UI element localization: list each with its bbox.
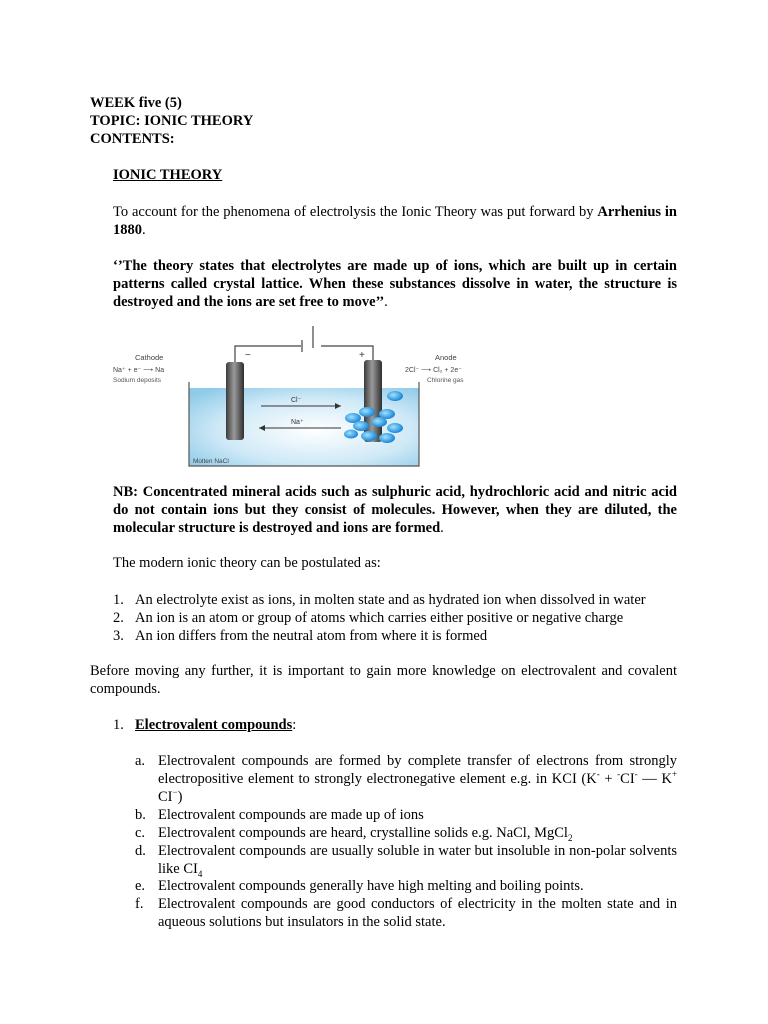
section-title: IONIC THEORY <box>113 167 223 183</box>
intro-paragraph <box>113 203 677 239</box>
quote-text: ‘’The theory states that electrolytes are made up of ions, which are built up in certain patterns called crystal lattice. When these substances dissolve in water, the structure is destroyed and the ions are set free to move’’ <box>113 258 677 310</box>
electrovalent-heading: 1. Electrovalent compounds: <box>113 717 297 733</box>
list-item: a. Electrovalent compounds are formed by complete transfer of electrons from strongly electropositive element to strongly electronegative element e.g. in KCI (K- + -CI- — K+ CI−) <box>135 753 678 805</box>
list-item: 2. An ion is an atom or group of atoms which carries either positive or negative charge <box>113 610 624 626</box>
list-item: e. Electrovalent compounds generally have high melting and boiling points. <box>135 878 584 894</box>
list-item: 1. An electrolyte exist as ions, in molten state and as hydrated ion when dissolved in water <box>113 592 646 608</box>
sodium-ion-label: Na⁺ <box>291 419 304 426</box>
nb-text: NB: Concentrated mineral acids such as sulphuric acid, hydrochloric acid and nitric acid do not contain ions but they consist of molecules. However, when they are diluted, the molecular structure is destroyed and ions are formed <box>113 484 677 536</box>
week-heading: WEEK five (5) <box>90 95 182 111</box>
intro-end: . <box>142 222 146 238</box>
nb-end: . <box>440 520 444 536</box>
electrolyte-bath <box>189 388 419 466</box>
nb-paragraph <box>113 483 677 537</box>
cathode-note: Sodium deposits <box>113 377 162 384</box>
list-item: c. Electrovalent compounds are heard, crystalline solids e.g. NaCl, MgCl$_2$ <box>135 825 573 843</box>
postulate-intro: The modern ionic theory can be postulated as: <box>113 555 381 571</box>
chloride-ion-label: Cl⁻ <box>291 397 302 404</box>
plus-sign: + <box>359 350 365 361</box>
contents-heading: CONTENTS: <box>90 131 175 147</box>
cathode-equation: Na⁺ + e⁻ ⟶ Na <box>113 367 165 374</box>
minus-sign: − <box>245 350 251 361</box>
anode-rod <box>364 360 382 442</box>
anode-equation: 2Cl⁻ ⟶ Cl₂ + 2e⁻ <box>405 367 462 374</box>
list-item: d. Electrovalent compounds are usually soluble in water but insoluble in non-polar solvents like $CI_4$ <box>135 843 677 879</box>
list-item: b. Electrovalent compounds are made up of ions <box>135 807 424 823</box>
anode-note: Chlorine gas <box>427 377 464 384</box>
anode-wire <box>321 346 373 360</box>
electrovalent-title: Electrovalent compounds <box>135 717 293 733</box>
before-moving-paragraph: Before moving any further, it is important to gain more knowledge on electrovalent and covalent compounds. <box>90 663 677 697</box>
intro-text: To account for the phenomena of electrolysis the Ionic Theory was put forward by <box>113 204 598 220</box>
bath-label: Molten NaCl <box>193 458 229 465</box>
list-item: 3. An ion differs from the neutral atom from where it is formed <box>113 628 488 644</box>
quote-paragraph <box>113 257 677 311</box>
electrolysis-diagram <box>105 322 525 468</box>
topic-heading: TOPIC: IONIC THEORY <box>90 113 254 129</box>
cathode-label: Cathode <box>135 353 164 362</box>
list-item: f. Electrovalent compounds are good conductors of electricity in the molten state and in aqueous solutions but insulators in the solid state. <box>135 896 677 930</box>
cathode-rod <box>226 362 244 440</box>
quote-end: . <box>384 294 388 310</box>
anode-label: Anode <box>435 353 457 362</box>
intro-bold: Arrhenius in 1880 <box>113 204 677 238</box>
